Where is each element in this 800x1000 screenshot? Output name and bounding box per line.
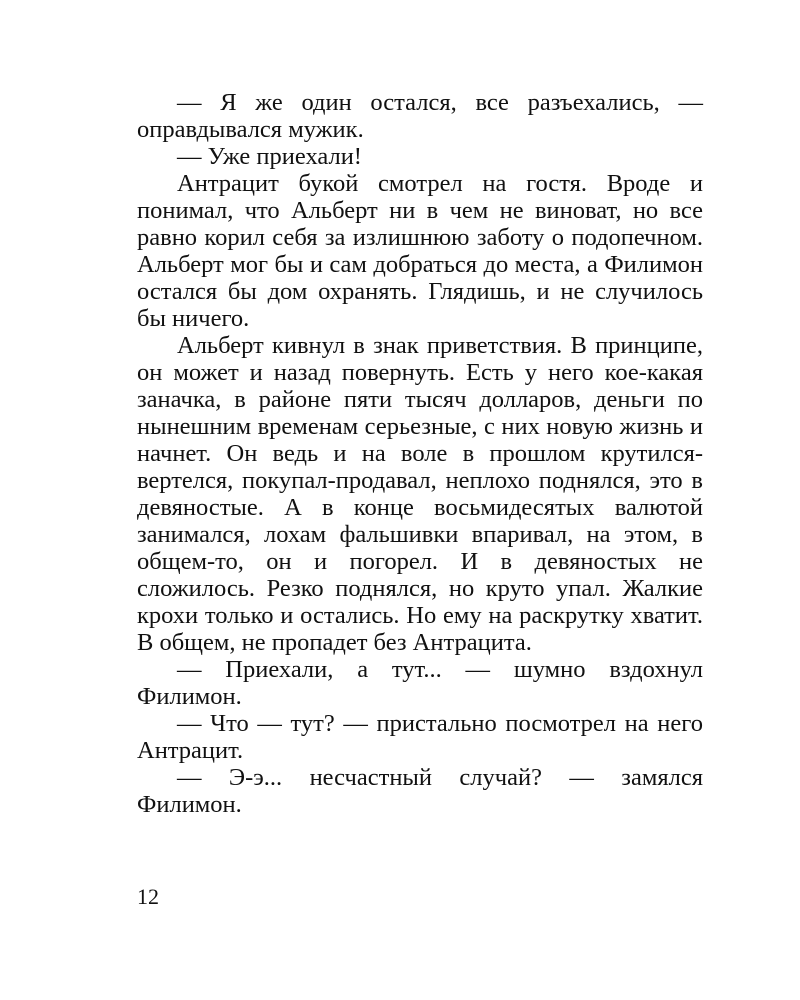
paragraph: Антрацит букой смотрел на гостя. Вроде и понимал, что Альберт ни в чем не виноват, но все равно корил себя за излишнюю заботу о подопечном. Альберт мог бы и сам добраться до места, а Филимон остался бы дом охранять. Глядишь, и не случилось бы ничего. (137, 170, 703, 332)
paragraph: — Я же один остался, все разъехались, — оправдывался мужик. (137, 89, 703, 143)
paragraph: — Что — тут? — пристально посмотрел на него Антрацит. (137, 710, 703, 764)
paragraph: — Приехали, а тут... — шумно вздохнул Филимон. (137, 656, 703, 710)
paragraph: — Уже приехали! (177, 143, 362, 170)
page-number: 12 (137, 884, 159, 909)
paragraph: — Э-э... несчастный случай? — замялся Филимон. (137, 764, 703, 818)
body-text (137, 89, 703, 818)
paragraph: Альберт кивнул в знак приветствия. В принципе, он может и назад повернуть. Есть у него кое-какая заначка, в районе пяти тысяч долларов, деньги по нынешним временам серьезные, с них новую жизнь и начнет. Он ведь и на воле в прошлом крутился-вертелся, покупал-продавал, неплохо поднялся, это в девяностые. А в конце восьмидесятых валютой занимался, лохам фальшивки впаривал, на этом, в общем-то, он и погорел. И в девяностых не сложилось. Резко поднялся, но круто упал. Жалкие крохи только и остались. Но ему на раскрутку хватит. В общем, не пропадет без Антрацита. (137, 332, 703, 656)
